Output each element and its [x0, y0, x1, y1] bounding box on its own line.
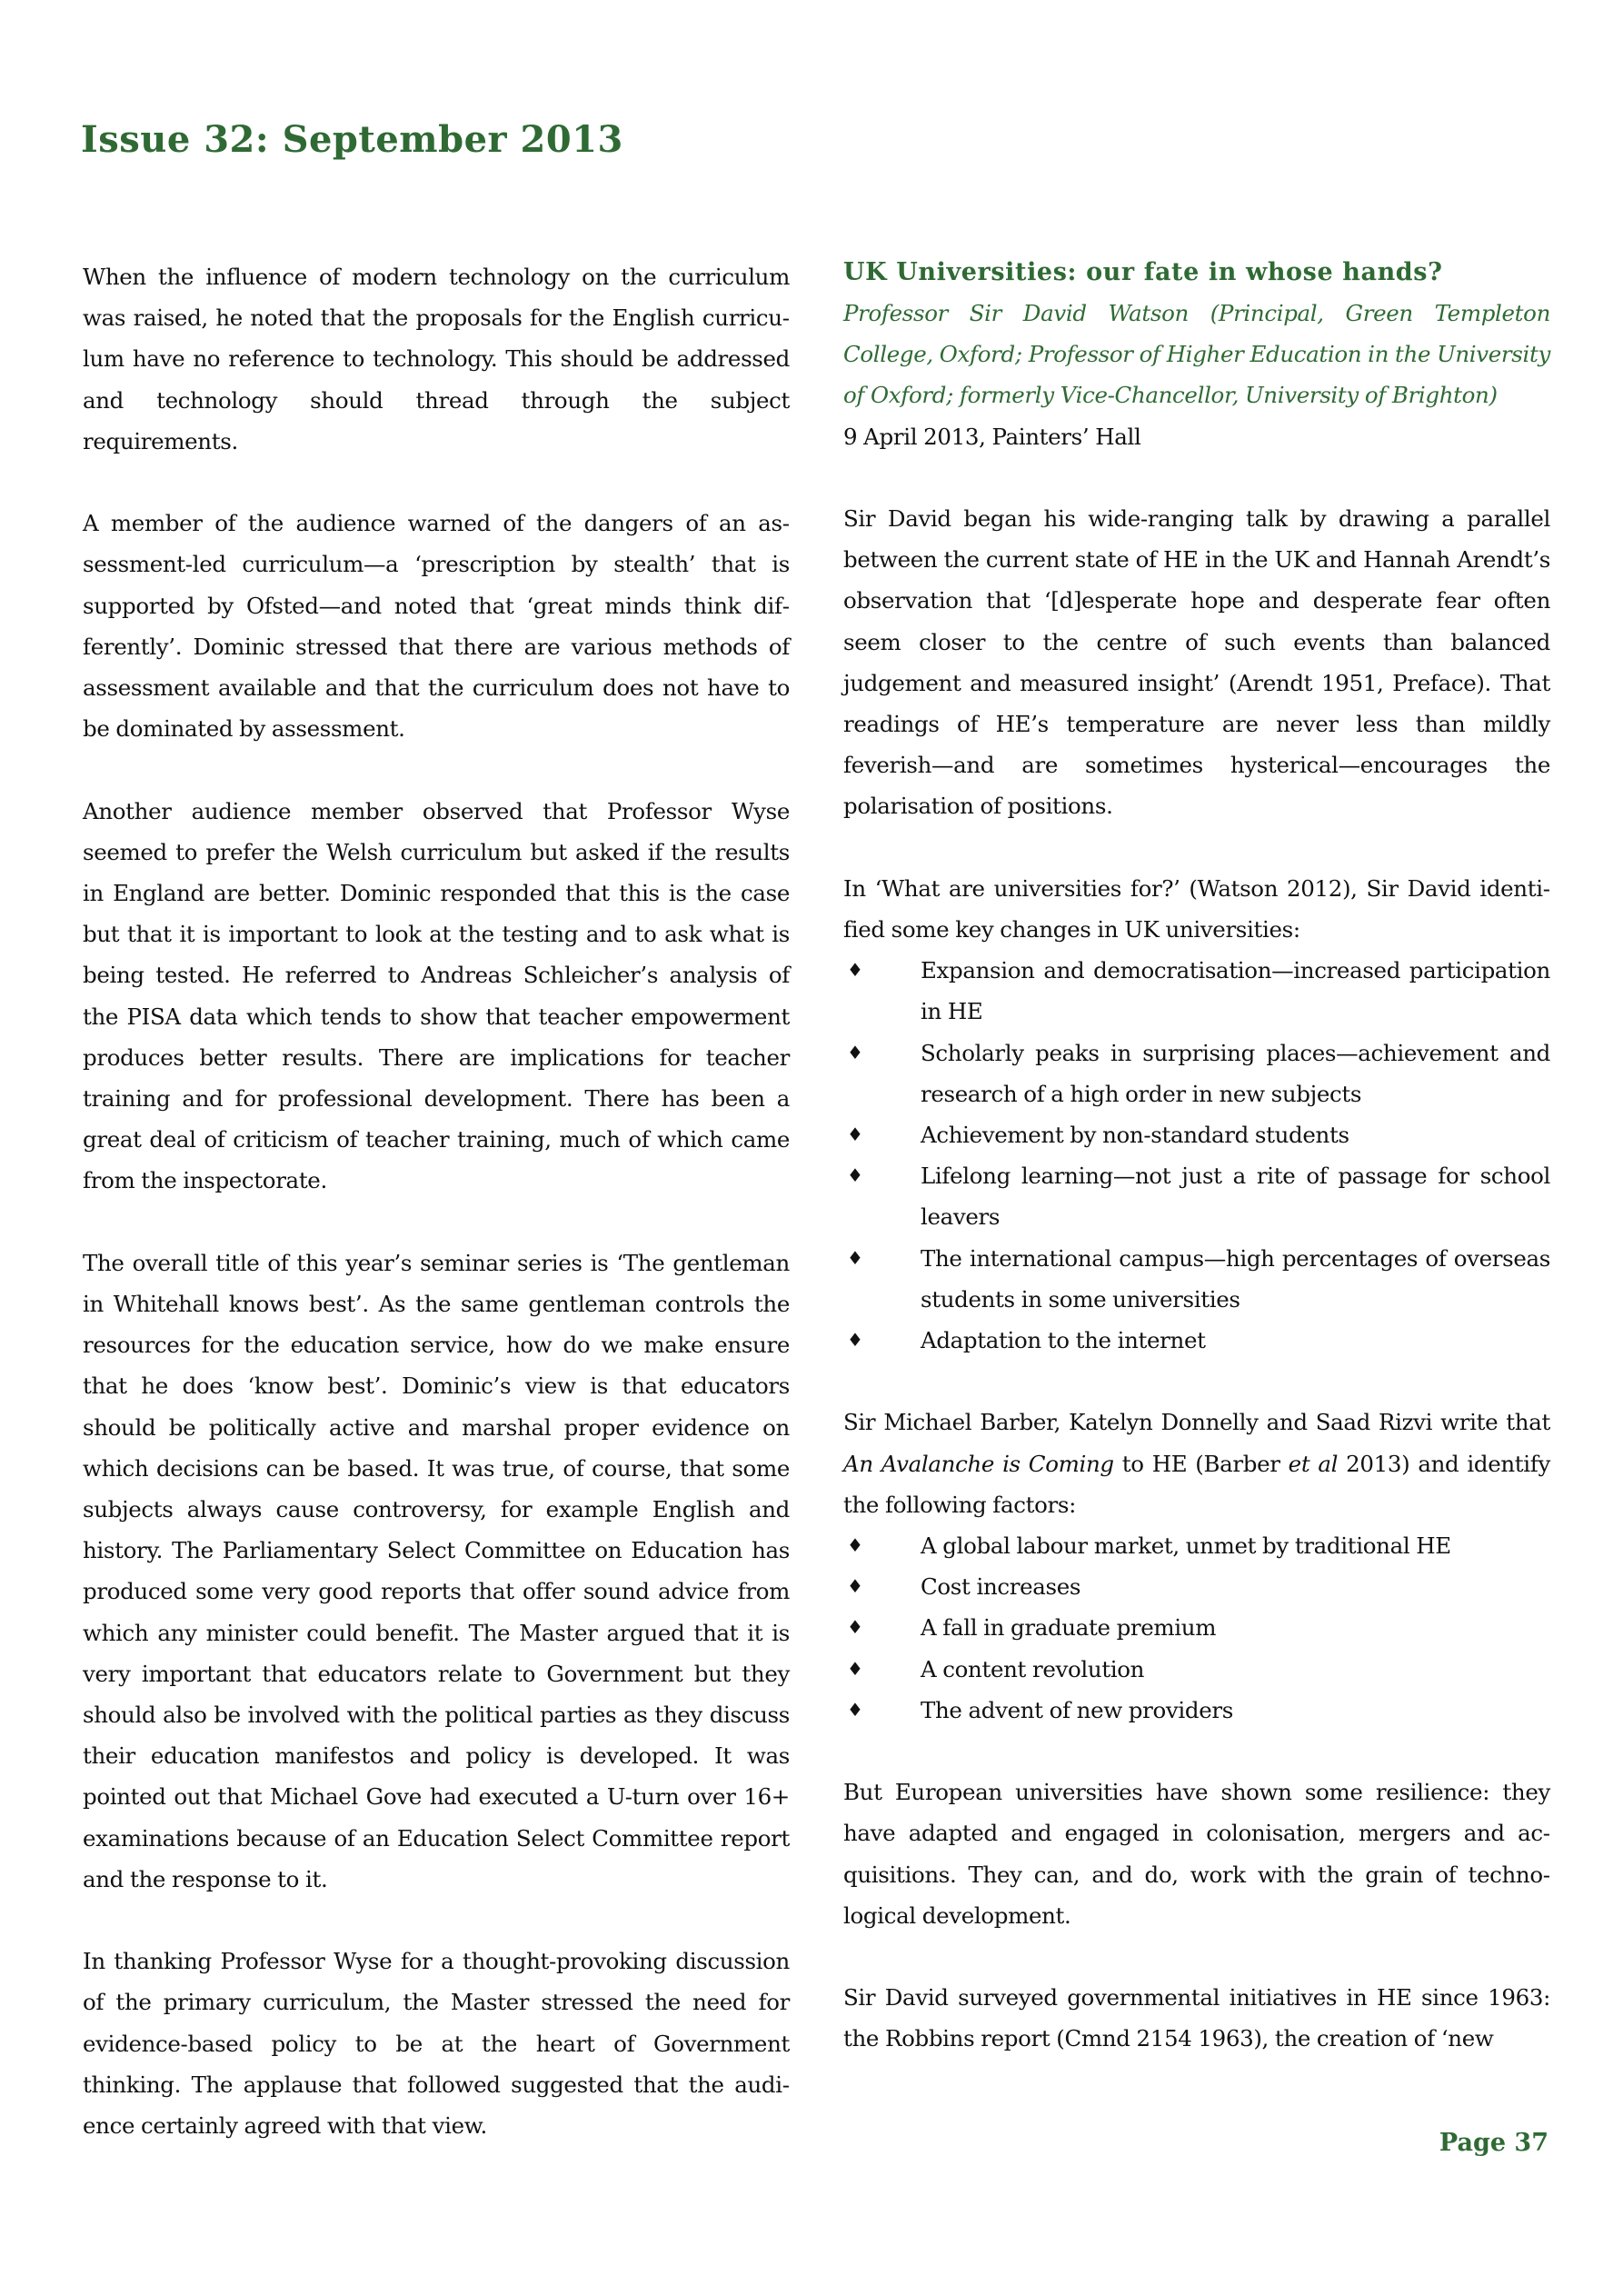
body-paragraph: The overall title of this year’s seminar series is ‘The gentleman in Whitehall knows best’. As the same gentleman controls the resources for the education service, how do we make ensure that he does ‘know best’. Dominic’s view is that educators should be politically active and marshal proper evidence on which decisions can be based. It was true, of course, that some subjects always cause controversy, for example English and history. The Parliamentary Select Committee on Education has produced some very good reports that offer sound advice from which any minister could benefit. The Master argued that it is very important that educators relate to Government but they should also be involved with the political parties as they discuss their education manifestos and policy is developed. It was pointed out that Michael Gove had executed a U-turn over 16+ examinations because of an Education Select Committee report and the response to it. [83, 1249, 790, 1892]
diamond-bullet-icon: ♦ [847, 1698, 863, 1721]
key-changes-list [843, 950, 1550, 1361]
diamond-bullet-icon: ♦ [847, 1041, 863, 1063]
page-number: Page 37 [1439, 2129, 1548, 2157]
list-item [843, 1649, 1550, 1690]
list-item-text: Achievement by non-standard students [921, 1122, 1349, 1149]
body-paragraph: In thanking Professor Wyse for a thought-provoking discussion of the primary curriculum, the Master stressed the need for evidence-based policy to be at the heart of Government thinking. The applause that followed suggested that the audience certainly agreed with that view. [83, 1948, 790, 2140]
list-item-text: Scholarly peaks in surprising places—achievement and research of a high order in new subjects [921, 1039, 1550, 1107]
diamond-bullet-icon: ♦ [847, 1329, 863, 1352]
article-heading: UK Universities: our fate in whose hands? [843, 258, 1443, 286]
list-item-text: The advent of new providers [921, 1696, 1233, 1723]
diamond-bullet-icon: ♦ [847, 1534, 863, 1557]
diamond-bullet-icon: ♦ [847, 1657, 863, 1680]
list-intro [843, 1402, 1550, 1525]
body-paragraph: When the influence of modern technology on the curriculum was raised, he noted that the proposals for the English curriculum have no reference to technology. This should be addressed and technology should thread through the subject requirements. [83, 264, 790, 454]
list-item-text: A fall in graduate premium [921, 1614, 1217, 1642]
body-paragraph: Sir David began his wide-ranging talk by drawing a parallel between the current state of HE in the UK and Hannah Arendt’s observation that ‘[d]esperate hope and desperate fear often seem closer to the centre of such events than balanced judgement and measured insight’ (Arendt 1951, Preface). That readings of HE’s temperature are never less than mildly feverish—and are sometimes hysterical—encourages the polarisation of positions. [843, 505, 1550, 820]
list-item [843, 1114, 1550, 1155]
factors-list [843, 1525, 1550, 1731]
event-date-venue: 9 April 2013, Painters’ Hall [843, 423, 1141, 450]
list-item [843, 1320, 1550, 1361]
list-item-text: Expansion and democratisation—increased participation in HE [921, 957, 1550, 1025]
diamond-bullet-icon: ♦ [847, 1575, 863, 1598]
text-run: to HE (Barber [1113, 1450, 1289, 1477]
list-item-text: Lifelong learning—not just a rite of passage for school leavers [921, 1163, 1550, 1231]
list-item [843, 1525, 1550, 1566]
list-item-text: Adaptation to the internet [921, 1327, 1206, 1354]
diamond-bullet-icon: ♦ [847, 959, 863, 982]
list-item [843, 1033, 1550, 1114]
right-column [843, 256, 1550, 2060]
diamond-bullet-icon: ♦ [847, 1616, 863, 1639]
list-item [843, 1566, 1550, 1607]
body-paragraph: But European universities have shown some resilience: they have adapted and engaged in colonisation, mergers and acquisitions. They can, and do, work with the grain of technological development. [843, 1779, 1550, 1929]
list-item [843, 1607, 1550, 1648]
body-paragraph: A member of the audience warned of the dangers of an assessment-led curriculum—a ‘prescription by stealth’ that is supported by Ofsted—and noted that ‘great minds think differently’. Dominic stressed that there are various methods of assessment available and that the curriculum does not have to be dominated by assessment. [83, 510, 790, 743]
left-column [83, 256, 790, 2146]
list-item [843, 1690, 1550, 1731]
list-item-text: The international campus—high percentages of overseas students in some universities [921, 1244, 1550, 1313]
text-run: 2013) and identify the following factors: [843, 1450, 1550, 1518]
diamond-bullet-icon: ♦ [847, 1164, 863, 1187]
list-item-text: Cost increases [921, 1573, 1081, 1601]
list-item [843, 1155, 1550, 1237]
body-paragraph: Another audience member observed that Professor Wyse seemed to prefer the Welsh curriculum but asked if the results in England are better. Dominic responded that this is the case but that it is important to look at the testing and to ask what is being tested. He referred to Andreas Schleicher’s analysis of the PISA data which tends to show that teacher empowerment produces better results. There are implications for teacher training and for professional development. There has been a great deal of criticism of teacher training, much of which came from the inspectorate. [83, 797, 790, 1194]
et-al: et al [1288, 1450, 1339, 1477]
list-item-text: A content revolution [921, 1655, 1145, 1682]
diamond-bullet-icon: ♦ [847, 1123, 863, 1146]
list-item [843, 1238, 1550, 1320]
text-run: Sir Michael Barber, Katelyn Donnelly and Saad Rizvi write that [843, 1409, 1550, 1436]
issue-title: Issue 32: September 2013 [81, 118, 623, 161]
book-title: An Avalanche is Coming [843, 1450, 1114, 1477]
body-paragraph: Sir David surveyed governmental initiatives in HE since 1963: the Robbins report (Cmnd 2154 1963), the creation of ‘new [843, 1984, 1550, 2052]
speaker-credit: Professor Sir David Watson (Principal, Green Templeton College, Oxford; Professor of Higher Education in the University of Oxford; formerly Vice-Chancellor, University of Brighton) [843, 300, 1550, 409]
list-item-text: A global labour market, unmet by traditional HE [921, 1532, 1451, 1560]
diamond-bullet-icon: ♦ [847, 1246, 863, 1269]
list-item [843, 950, 1550, 1032]
list-intro: In ‘What are universities for?’ (Watson 2012), Sir David identified some key changes in UK universities: [843, 874, 1550, 943]
